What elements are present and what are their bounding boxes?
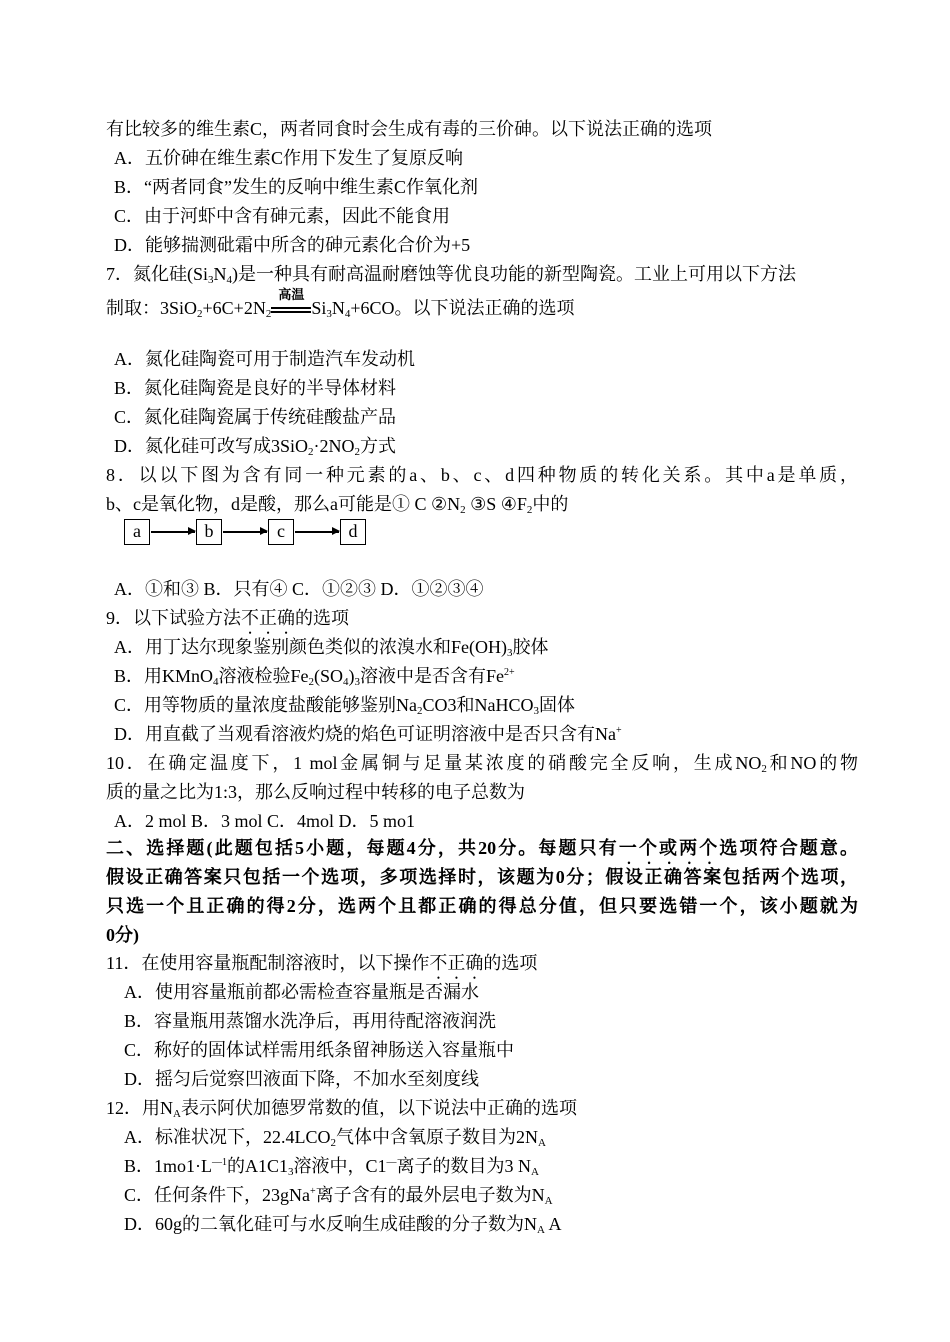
q6-option-b: B．“两者同食”发生的反响中维生素C作氧化剂 <box>114 177 478 197</box>
section2-header-line3: 只选一个且正确的得2分，选两个且都正确的得总分值，但只要选错一个，该小题就为 <box>106 896 858 916</box>
section2-header-line4: 0分) <box>106 925 139 945</box>
box-b: b <box>196 519 222 545</box>
arrow-right-icon <box>295 531 339 533</box>
q11-option-c: C．称好的固体试样需用纸条留神肠送入容量瓶中 <box>124 1040 515 1060</box>
q11-stem: 11．在使用容量瓶配制溶液时，以下操作不正确的选项 <box>106 953 538 973</box>
q11-option-a: A．使用容量瓶前都必需检查容量瓶是否漏水 <box>124 982 479 1002</box>
q8-stem-line1: 8．以以下图为含有同一种元素的a、b、c、d四种物质的转化关系。其中a是单质， <box>106 465 858 485</box>
q6-option-c: C．由于河虾中含有砷元素，因此不能食用 <box>114 206 451 226</box>
q7-option-c: C．氮化硅陶瓷属于传统硅酸盐产品 <box>114 407 397 427</box>
section2-header-line1: 二、选择题(此题包括5小题，每题4分，共20分。每题只有一个或两个选项符合题意。 <box>106 838 859 858</box>
q7-stem-line1: 7．氮化硅$(Si_3N_4)$是一种具有耐高温耐磨蚀等优良功能的新型陶瓷。工业上可用以下方法 <box>106 264 797 286</box>
q10-stem-line2: 质的量之比为1:3，那么反响过程中转移的电子总数为 <box>106 782 525 802</box>
q11-option-d: D．摇匀后觉察凹液面下降，不加水至刻度线 <box>124 1069 479 1089</box>
q7-equation-line: 制取：$3SiO_2+6C+2N_2$ 高温 $Si_3N_4+6CO$。以下说法正确的选项 <box>106 297 575 319</box>
box-a: a <box>124 519 150 545</box>
box-d: d <box>340 519 366 545</box>
arrow-right-icon <box>223 531 267 533</box>
q7-option-a: A．氮化硅陶瓷可用于制造汽车发动机 <box>114 349 415 369</box>
emphasis-not-correct: 不正确 <box>241 608 295 628</box>
q12-option-b: B．$1mo1\cdot L^{—1}$的$A1C1_3$溶液中，C1—离子的数目为3 $N_A$ <box>124 1156 539 1178</box>
q6-option-a: A．五价砷在维生素C作用下发生了复原反响 <box>114 148 464 168</box>
box-c: c <box>268 519 294 545</box>
q8-stem-line2: b、c是氧化物，d是酸，那么a可能是① C $②N_2$ ③S $④F_2$中的 <box>106 494 569 516</box>
q12-option-c: C．任何条件下，23gNa+离子含有的最外层电子数为$N_A$ <box>124 1185 553 1207</box>
q8-options: A．①和③ B．只有④ C．①②③ D．①②③④ <box>114 579 484 599</box>
emphasis-one-or-two: 一个或两个 <box>618 838 720 858</box>
q7-option-b: B．氮化硅陶瓷是良好的半导体材料 <box>114 378 397 398</box>
q9-option-d: D．用直截了当观看溶液灼烧的焰色可证明溶液中是否只含有Na+ <box>114 724 622 744</box>
reaction-equals-sign <box>271 288 311 319</box>
q6-stem: 有比较多的维生素C，两者同食时会生成有毒的三价砷。以下说法正确的选项 <box>106 119 713 139</box>
arrow-right-icon <box>151 531 195 533</box>
q11-option-b: B．容量瓶用蒸馏水洗净后，再用待配溶液润洗 <box>124 1011 497 1031</box>
q9-stem: 9．以下试验方法不正确的选项 <box>106 608 349 628</box>
q9-option-c: C．用等物质的量浓度盐酸能够鉴别$Na_2CO3$和NaHCO$_3$固体 <box>114 695 575 717</box>
emphasis-not-correct: 不正确 <box>429 953 484 973</box>
q10-options: A．2 mol B．3 mol C．4mol D．5 mo1 <box>114 811 416 831</box>
q12-option-d: D．60g的二氧化硅可与水反响生成硅酸的分子数为$N_A$ A <box>124 1214 562 1236</box>
section2-header-line2: 假设正确答案只包括一个选项，多项选择时，该题为0分；假设正确答案包括两个选项， <box>106 867 858 887</box>
q10-stem-line1: 10．在确定温度下，1 mol金属铜与足量某浓度的硝酸完全反响，生成$NO_2$和NO的物 <box>106 753 859 775</box>
q7-option-d: D．氮化硅可改写成$3SiO_2\cdot 2NO_2$方式 <box>114 436 397 458</box>
q12-stem: 12．用$N_A$表示阿伏加德罗常数的值，以下说法中正确的选项 <box>106 1098 577 1120</box>
reaction-condition: 高温 <box>278 288 305 303</box>
q12-option-a: A．标准状况下，$22.4LCO_2$气体中含氧原子数目为$2N_A$ <box>124 1127 546 1149</box>
q9-option-b: B．用KMnO$_4$溶液检验$Fe_2(SO_4)_3$溶液中是否含有$Fe^{2+}$ <box>114 666 515 688</box>
q9-option-a: A．用丁达尔现象鉴别颜色类似的浓溴水和$Fe(OH)_3$胶体 <box>114 637 549 659</box>
q6-option-d: D．能够揣测砒霜中所含的砷元素化合价为+5 <box>114 235 471 255</box>
